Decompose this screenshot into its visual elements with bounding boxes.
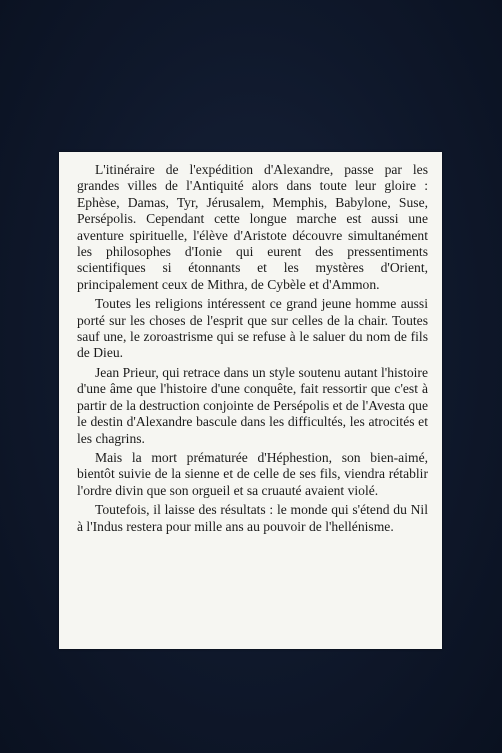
blurb-paragraph-4: Mais la mort prématurée d'Héphestion, son bien-aimé, bientôt suivie de la sienne et de celle de ses fils, viendra rétablir l'ordre divin que son orgueil et sa cruauté avaient violé.: [77, 449, 428, 498]
blurb-paragraph-2: Toutes les religions intéressent ce grand jeune homme aussi porté sur les choses de l'esprit que sur celles de la chair. Toutes sauf une, le zoroastrisme qui se refuse à le saluer du nom de fils de Dieu.: [77, 296, 428, 361]
blurb-paragraph-5: Toutefois, il laisse des résultats : le monde qui s'étend du Nil à l'Indus restera pour mille ans au pouvoir de l'hellénisme.: [77, 502, 428, 534]
blurb-paragraph-1: L'itinéraire de l'expédition d'Alexandre, passe par les grandes villes de l'Antiquité alors dans toute leur gloire : Ephèse, Damas, Tyr, Jérusalem, Memphis, Babylone, Suse, Persépolis. Cependant cette longue marche est aussi une aventure spirituelle, l'élève d'Aristote découvre simultanément les philosophes d'Ionie qui eurent des pressentiments scientifiques si étonnants et les mystères d'Orient, principalement ceux de Mithra, de Cybèle et d'Ammon.: [77, 162, 428, 292]
blurb-paragraph-3: Jean Prieur, qui retrace dans un style soutenu autant l'histoire d'une âme que l'histoire d'une conquête, fait ressortir que c'est à partir de la destruction conjointe de Persépolis et de l'Avesta que le destin d'Alexandre bascule dans les difficultés, les atrocités et les chagrins.: [77, 364, 428, 446]
blurb-panel: [59, 152, 442, 649]
